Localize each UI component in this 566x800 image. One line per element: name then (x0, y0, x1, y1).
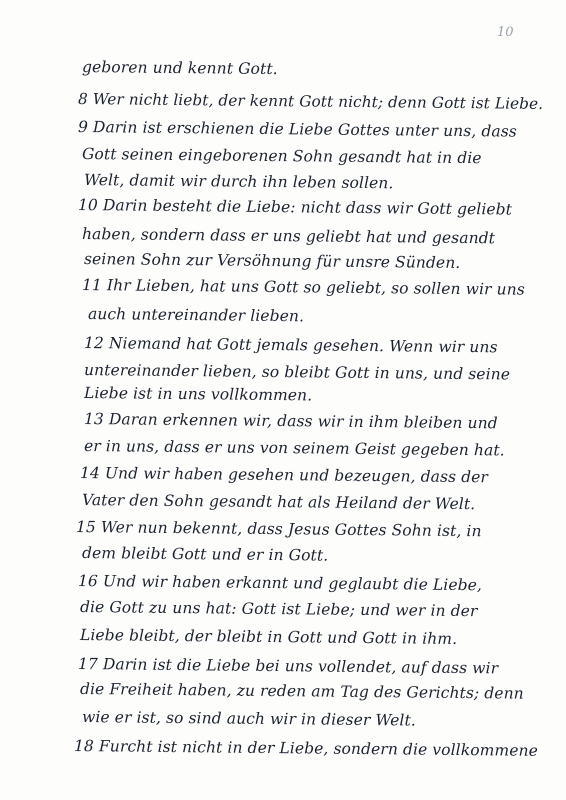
manuscript-line: Welt, damit wir durch ihn leben sollen. (83, 171, 394, 193)
manuscript-line: geboren und kennt Gott. (81, 58, 278, 79)
manuscript-line: er in uns, dass er uns von seinem Geist gegeben hat. (83, 437, 505, 460)
manuscript-line: Gott seinen eingeborenen Sohn gesandt hat in die (81, 145, 482, 168)
manuscript-line: die Gott zu uns hat: Gott ist Liebe; und wer in der (79, 598, 478, 621)
manuscript-line: 13 Daran erkennen wir, dass wir in ihm bleiben und (83, 410, 498, 433)
manuscript-line: 16 Und wir haben erkannt und geglaubt die Liebe, (77, 572, 483, 595)
manuscript-line: haben, sondern dass er uns geliebt hat und gesandt (81, 225, 496, 248)
manuscript-line: 14 Und wir haben gesehen und bezeugen, dass der (79, 464, 489, 487)
manuscript-line: auch untereinander lieben. (87, 305, 305, 326)
manuscript-line: wie er ist, so sind auch wir in dieser Welt. (81, 708, 416, 730)
manuscript-line: 11 Ihr Lieben, hat uns Gott so geliebt, so sollen wir uns (81, 276, 525, 299)
manuscript-line: Liebe ist in uns vollkommen. (83, 384, 313, 405)
manuscript-line: 9 Darin ist erschienen die Liebe Gottes unter uns, dass (77, 118, 517, 141)
manuscript-line: 10 Darin besteht die Liebe: nicht dass wir Gott geliebt (77, 196, 513, 219)
manuscript-line: die Freiheit haben, zu reden am Tag des Gerichts; denn (79, 680, 524, 703)
manuscript-line: Vater den Sohn gesandt hat als Heiland der Welt. (81, 491, 476, 514)
manuscript-line: 8 Wer nicht liebt, der kennt Gott nicht; denn Gott ist Liebe. (77, 90, 544, 113)
manuscript-line: seinen Sohn zur Versöhnung für unsre Sünden. (83, 250, 461, 272)
manuscript-line: 15 Wer nun bekennt, dass Jesus Gottes Sohn ist, in (75, 518, 482, 541)
manuscript-line: 12 Niemand hat Gott jemals gesehen. Wenn wir uns (83, 334, 498, 357)
manuscript-line: untereinander lieben, so bleibt Gott in uns, und seine (83, 361, 511, 384)
manuscript-line: 17 Darin ist die Liebe bei uns vollendet, auf dass wir (77, 655, 499, 678)
manuscript-line: dem bleibt Gott und er in Gott. (81, 544, 329, 565)
page-number: 10 (497, 25, 514, 40)
manuscript-line: 18 Furcht ist nicht in der Liebe, sondern die vollkommene (73, 737, 539, 760)
manuscript-line: Liebe bleibt, der bleibt in Gott und Gott in ihm. (79, 626, 458, 648)
